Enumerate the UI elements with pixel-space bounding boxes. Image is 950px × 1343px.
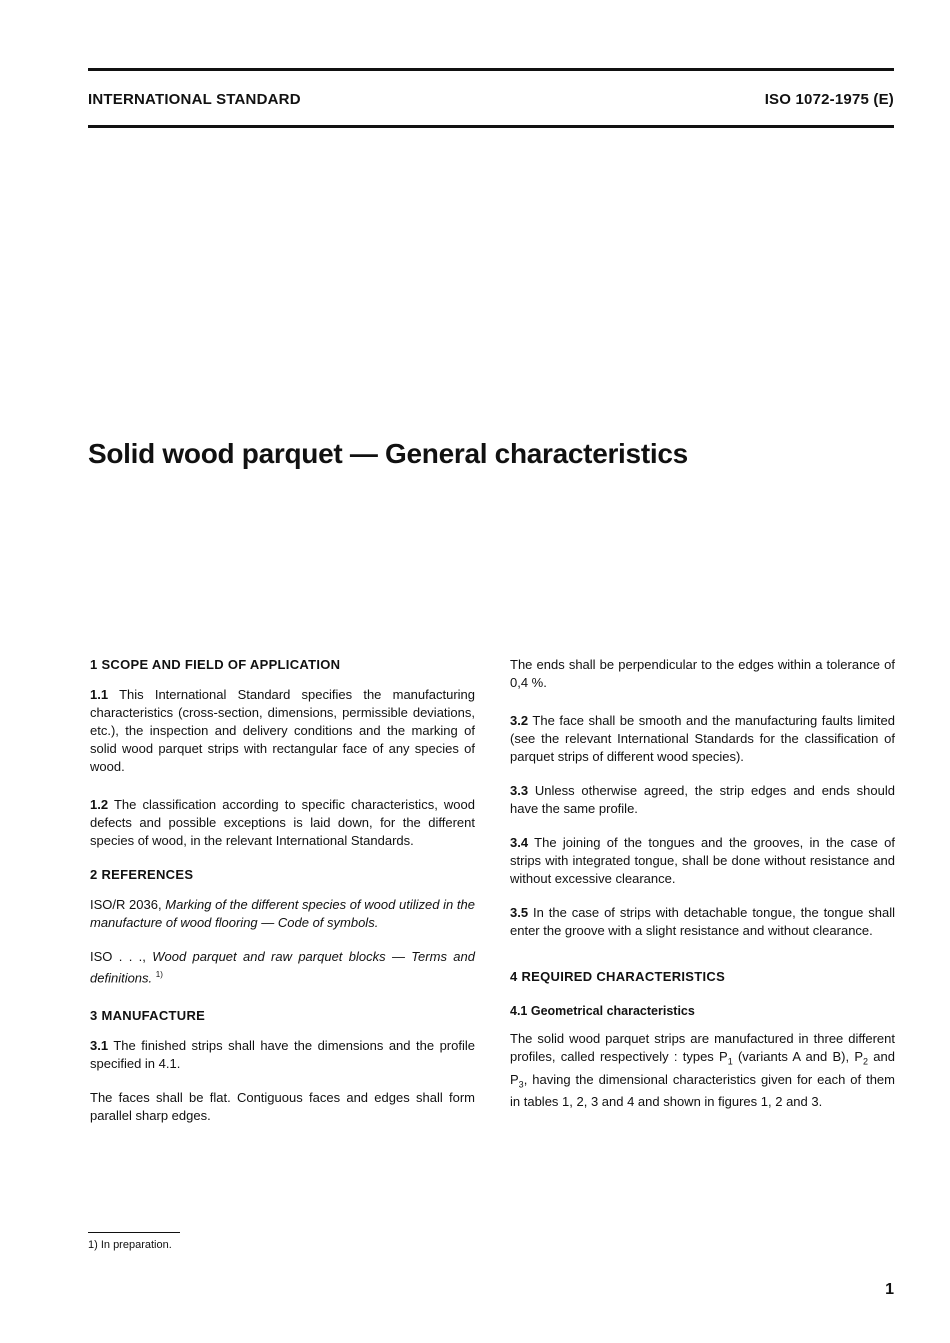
subsection-4-1-heading: 4.1 Geometrical characteristics <box>510 1004 695 1018</box>
footnote-rule <box>88 1232 180 1233</box>
header-top-rule <box>88 68 894 71</box>
clause-3-1-faces: The faces shall be flat. Contiguous faces and edges shall form parallel sharp edges. <box>90 1090 475 1124</box>
subscript: 2 <box>863 1056 869 1067</box>
reference-iso-wood-parquet <box>90 948 475 987</box>
clause-text: (variants A and B), P <box>732 1049 864 1064</box>
clause-text: This International Standard specifies the manufacturing characteristics (cross-section, dimensions, permissible deviations, etc.), the inspection and delivery conditions and the marking of solid wood parquet strips with rectangular face of any species of wood. <box>90 687 475 774</box>
clause-number: 1.1 <box>90 687 109 702</box>
right-column <box>510 656 895 1127</box>
document-title: Solid wood parquet — General characteristics <box>88 438 688 469</box>
reference-code: ISO/R 2036, <box>90 897 162 912</box>
clause-4-1 <box>510 1030 895 1111</box>
reference-title: Wood parquet and raw parquet blocks — Terms and definitions. <box>90 949 475 986</box>
reference-iso-r-2036 <box>90 896 475 932</box>
section-1-heading: 1 SCOPE AND FIELD OF APPLICATION <box>90 657 341 672</box>
clause-number: 3.2 <box>510 713 529 728</box>
clause-number: 3.4 <box>510 835 529 850</box>
clause-3-1 <box>90 1037 475 1073</box>
subscript: 3 <box>518 1079 524 1090</box>
clause-text: and P <box>510 1049 895 1087</box>
footnote: 1) In preparation. <box>88 1239 172 1251</box>
subscript: 1 <box>727 1056 733 1067</box>
section-2-heading: 2 REFERENCES <box>90 867 194 882</box>
clause-text: , having the dimensional characteristics given for each of them in tables 1, 2, 3 and 4 and shown in figures 1, 2 and 3. <box>510 1071 895 1110</box>
clause-3-4 <box>510 834 895 888</box>
clause-text: The finished strips shall have the dimensions and the profile specified in 4.1. <box>90 1038 475 1072</box>
clause-number: 1.2 <box>90 797 109 812</box>
section-3-heading: 3 MANUFACTURE <box>90 1008 206 1024</box>
clause-number: 3.1 <box>90 1038 109 1054</box>
reference-code: ISO . . ., <box>90 949 146 964</box>
reference-title: Marking of the different species of wood utilized in the manufacture of wood flooring — Code of symbols. <box>90 897 475 930</box>
header-bottom-rule <box>88 125 894 128</box>
clause-number: 3.3 <box>510 783 529 798</box>
clause-text: The classification according to specific characteristics, wood defects and possible exceptions is laid down, for the different species of wood, in the relevant International Standards. <box>90 797 475 848</box>
header-document-number: ISO 1072-1975 (E) <box>764 91 894 108</box>
clause-3-3 <box>510 782 895 818</box>
clause-number: 3.5 <box>510 905 529 920</box>
clause-text: The joining of the tongues and the grooves, in the case of strips with integrated tongue, shall be done without resistance and without excessive clearance. <box>510 835 895 886</box>
clause-text: Unless otherwise agreed, the strip edges and ends should have the same profile. <box>510 783 895 816</box>
clause-1-1 <box>90 686 475 776</box>
header-standard-label: INTERNATIONAL STANDARD <box>88 91 301 108</box>
left-column <box>90 656 475 1141</box>
page-number: 1 <box>885 1281 894 1298</box>
clause-1-2 <box>90 796 475 850</box>
footnote-marker: 1) <box>155 970 163 979</box>
clause-3-5 <box>510 904 895 940</box>
clause-text: In the case of strips with detachable tongue, the tongue shall enter the groove with a slight resistance and without clearance. <box>510 905 895 938</box>
clause-ends-tolerance: The ends shall be perpendicular to the edges within a tolerance of 0,4 %. <box>510 657 895 690</box>
clause-text: The face shall be smooth and the manufacturing faults limited (see the relevant International Standards for the classification of parquet strips of different wood species). <box>510 713 895 764</box>
clause-3-2 <box>510 712 895 766</box>
clause-text: The solid wood parquet strips are manufactured in three different profiles, called respectively : types P <box>510 1031 895 1064</box>
section-4-heading: 4 REQUIRED CHARACTERISTICS <box>510 969 726 984</box>
